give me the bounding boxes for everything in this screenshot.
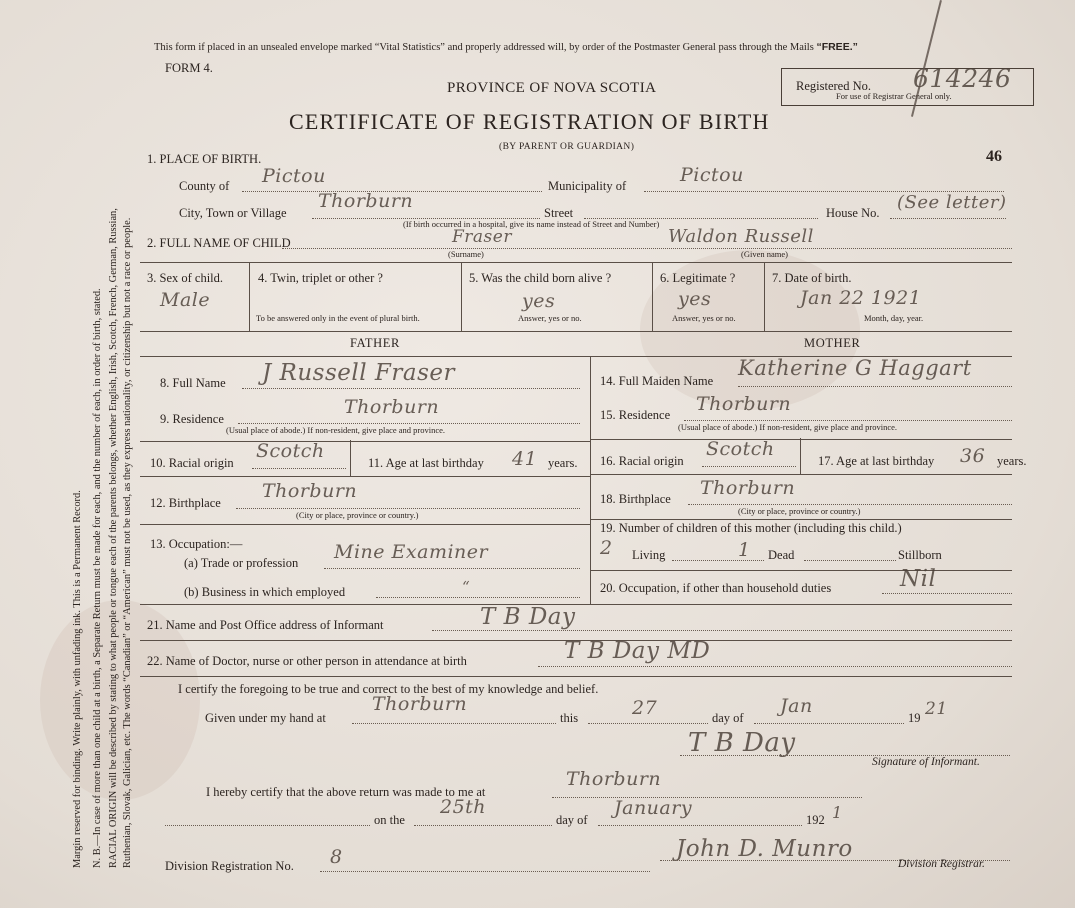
mother-age-label: 17. Age at last birthday bbox=[818, 454, 935, 468]
mother-name-value: Katherine G Haggart bbox=[738, 356, 972, 380]
stillborn-line bbox=[804, 560, 896, 561]
city-value: Thorburn bbox=[318, 190, 414, 212]
sex-value: Male bbox=[160, 289, 211, 311]
doctor-value: T B Day MD bbox=[564, 638, 711, 664]
margin-note-multiple-births: N. B.—In case of more than one child at a birth, a Separate Return must be made for each, and the number of each, in order of birth, stated. bbox=[92, 288, 103, 868]
dob-value: Jan 22 1921 bbox=[800, 287, 922, 309]
province-heading: PROVINCE OF NOVA SCOTIA bbox=[447, 80, 657, 96]
informant-value: T B Day bbox=[480, 604, 576, 630]
on-the-label: on the bbox=[374, 813, 405, 827]
mother-residence-label: 15. Residence bbox=[600, 408, 671, 422]
dob-label: 7. Date of birth. bbox=[772, 271, 852, 285]
margin-note-racial-origin: RACIAL ORIGIN will be described by stating to what people or tongue each of the parents belongs, whether English, Irish, Scotch, French, German, Russian, bbox=[108, 208, 119, 868]
day-of-label: day of bbox=[712, 711, 744, 725]
date-lead-line bbox=[165, 825, 370, 826]
month-line bbox=[754, 723, 904, 724]
child-surname: Fraser bbox=[452, 227, 512, 247]
division-label: Division Registration No. bbox=[165, 859, 294, 873]
child-given-name: Waldon Russell bbox=[668, 226, 814, 247]
divider bbox=[652, 262, 653, 331]
registrar-year-prefix: 192 bbox=[806, 813, 825, 827]
born-alive-note: Answer, yes or no. bbox=[518, 313, 582, 323]
county-label: County of bbox=[179, 179, 230, 193]
mother-birthplace-line bbox=[688, 504, 1012, 505]
form-number: FORM 4. bbox=[165, 61, 213, 75]
month-value: Jan bbox=[780, 695, 813, 717]
father-age-value: 41 bbox=[512, 448, 538, 470]
municipality-value: Pictou bbox=[680, 164, 744, 186]
divider bbox=[461, 262, 462, 331]
house-label: House No. bbox=[826, 206, 880, 220]
business-label: (b) Business in which employed bbox=[184, 585, 346, 599]
registrar-month-line bbox=[598, 825, 802, 826]
father-age-label: 11. Age at last birthday bbox=[368, 456, 484, 470]
children-count-label: 19. Number of children of this mother (including this child.) bbox=[600, 521, 902, 535]
dead-value: 1 bbox=[738, 539, 751, 561]
rule bbox=[590, 519, 1012, 520]
parents-divider bbox=[590, 356, 591, 604]
father-years: years. bbox=[548, 456, 578, 470]
registered-label: Registered No. bbox=[796, 79, 871, 93]
stillborn-label: Stillborn bbox=[898, 548, 942, 562]
legitimate-value: yes bbox=[678, 288, 712, 310]
registrar-statement: I hereby certify that the above return was made to me at bbox=[206, 785, 486, 799]
rule bbox=[590, 570, 1012, 571]
registrar-day: 25th bbox=[440, 796, 487, 818]
signature-label: Signature of Informant. bbox=[872, 756, 980, 768]
child-name-line bbox=[282, 248, 1012, 249]
row3-top-rule bbox=[140, 262, 1012, 263]
this-label: this bbox=[560, 711, 579, 725]
twin-label: 4. Twin, triplet or other ? bbox=[258, 271, 383, 285]
father-birthplace-note: (City or place, province or country.) bbox=[296, 510, 419, 520]
rule bbox=[140, 676, 1012, 677]
legitimate-label: 6. Legitimate ? bbox=[660, 271, 736, 285]
father-racial-label: 10. Racial origin bbox=[150, 456, 234, 470]
given-place: Thorburn bbox=[372, 693, 468, 715]
house-value: (See letter) bbox=[897, 192, 1007, 213]
certificate-title: CERTIFICATE OF REGISTRATION OF BIRTH bbox=[289, 109, 770, 134]
certify-statement: I certify the foregoing to be true and correct to the best of my knowledge and belief. bbox=[178, 682, 599, 696]
registrar-month: January bbox=[614, 797, 693, 819]
certificate-subtitle: (BY PARENT OR GUARDIAN) bbox=[499, 142, 635, 152]
trade-label: (a) Trade or profession bbox=[184, 556, 299, 570]
business-value: “ bbox=[462, 578, 471, 596]
mother-racial-label: 16. Racial origin bbox=[600, 454, 684, 468]
mother-birthplace-label: 18. Birthplace bbox=[600, 492, 671, 506]
this-day: 27 bbox=[632, 697, 658, 719]
doctor-label: 22. Name of Doctor, nurse or other person in attendance at birth bbox=[147, 654, 467, 668]
registrar-label: Division Registrar. bbox=[898, 858, 985, 870]
informant-signature: T B Day bbox=[688, 728, 796, 758]
county-value: Pictou bbox=[262, 165, 326, 187]
registrar-day-of-label: day of bbox=[556, 813, 588, 827]
mother-residence-line bbox=[684, 420, 1012, 421]
postal-note: This form if placed in an unsealed envelope marked “Vital Statistics” and properly addressed will, by order of the Postmaster General pass through the Mails “FREE.” bbox=[154, 41, 858, 53]
registrar-use-note: For use of Registrar General only. bbox=[836, 91, 952, 101]
father-abode-note: (Usual place of abode.) If non-resident, give place and province. bbox=[226, 425, 446, 435]
mother-racial-line bbox=[702, 466, 796, 467]
municipality-label: Municipality of bbox=[548, 179, 627, 193]
margin-note-racial-origin-cont: Ruthenian, Slovak, Galician, etc. The words “Canadian” or “American” must not be used, as they express nationality, or citizenship but not a race or people. bbox=[122, 217, 133, 868]
given-place-line bbox=[352, 723, 556, 724]
father-racial-value: Scotch bbox=[256, 440, 325, 462]
mother-birthplace-note: (City or place, province or country.) bbox=[738, 506, 861, 516]
father-name-value: J Russell Fraser bbox=[262, 360, 455, 386]
rule bbox=[140, 441, 590, 442]
mother-birthplace-value: Thorburn bbox=[700, 477, 796, 499]
mother-name-line bbox=[738, 386, 1012, 387]
father-residence-value: Thorburn bbox=[344, 396, 440, 418]
living-label: Living bbox=[632, 548, 666, 562]
margin-note-binding: Margin reserved for binding. Write plainly, with unfading ink. This is a Permanent Record. bbox=[72, 490, 83, 868]
business-line bbox=[376, 597, 580, 598]
father-residence-line bbox=[238, 423, 580, 424]
division-line bbox=[320, 871, 650, 872]
city-label: City, Town or Village bbox=[179, 206, 287, 220]
registrar-day-line bbox=[414, 825, 552, 826]
street-label: Street bbox=[544, 206, 574, 220]
father-birthplace-label: 12. Birthplace bbox=[150, 496, 221, 510]
division-value: 8 bbox=[330, 846, 343, 868]
child-name-label: 2. FULL NAME OF CHILD bbox=[147, 236, 291, 250]
rule bbox=[140, 476, 590, 477]
given-label: Given under my hand at bbox=[205, 711, 326, 725]
rule bbox=[590, 439, 1012, 440]
year-suffix: 21 bbox=[925, 699, 948, 719]
row3-bottom-rule bbox=[140, 331, 1012, 332]
informant-label: 21. Name and Post Office address of Informant bbox=[147, 618, 384, 632]
rule bbox=[140, 604, 1012, 605]
born-alive-label: 5. Was the child born alive ? bbox=[469, 271, 612, 285]
registrar-signature: John D. Munro bbox=[676, 836, 853, 862]
mother-age-value: 36 bbox=[960, 445, 986, 467]
legitimate-note: Answer, yes or no. bbox=[672, 313, 736, 323]
mother-occupation-label: 20. Occupation, if other than household duties bbox=[600, 581, 832, 595]
place-of-birth-label: 1. PLACE OF BIRTH. bbox=[147, 152, 262, 166]
doctor-line bbox=[538, 666, 1012, 667]
mother-name-label: 14. Full Maiden Name bbox=[600, 374, 714, 388]
father-name-line bbox=[242, 388, 580, 389]
divider bbox=[350, 440, 351, 476]
mother-abode-note: (Usual place of abode.) If non-resident, give place and province. bbox=[678, 422, 898, 432]
street-note: (If birth occurred in a hospital, give its name instead of Street and Number) bbox=[403, 219, 660, 229]
surname-note: (Surname) bbox=[448, 249, 484, 259]
registrar-place-line bbox=[552, 797, 862, 798]
year-prefix: 19 bbox=[908, 711, 921, 725]
mother-racial-value: Scotch bbox=[706, 438, 775, 460]
registrar-year-suffix: 1 bbox=[832, 803, 843, 822]
twin-note: To be answered only in the event of plural birth. bbox=[256, 313, 420, 323]
father-racial-line bbox=[252, 468, 346, 469]
father-birthplace-line bbox=[236, 508, 580, 509]
father-heading: FATHER bbox=[350, 336, 400, 350]
trade-line bbox=[324, 568, 580, 569]
mother-years: years. bbox=[997, 454, 1027, 468]
divider bbox=[800, 438, 801, 474]
mother-occupation-value: Nil bbox=[900, 566, 937, 592]
house-line bbox=[890, 218, 1006, 219]
rule bbox=[140, 524, 590, 525]
registered-number: 614246 bbox=[913, 64, 1012, 93]
dob-note: Month, day, year. bbox=[864, 313, 924, 323]
dead-label: Dead bbox=[768, 548, 795, 562]
divider bbox=[764, 262, 765, 331]
father-birthplace-value: Thorburn bbox=[262, 480, 358, 502]
father-name-label: 8. Full Name bbox=[160, 376, 226, 390]
mother-occupation-line bbox=[882, 593, 1012, 594]
sex-label: 3. Sex of child. bbox=[147, 271, 224, 285]
mother-heading: MOTHER bbox=[804, 336, 861, 350]
registrar-place: Thorburn bbox=[566, 768, 662, 790]
given-name-note: (Given name) bbox=[741, 249, 788, 259]
corner-number: 46 bbox=[986, 148, 1002, 165]
born-alive-value: yes bbox=[522, 290, 556, 312]
informant-line bbox=[432, 630, 1012, 631]
father-residence-label: 9. Residence bbox=[160, 412, 224, 426]
divider bbox=[249, 262, 250, 331]
mother-residence-value: Thorburn bbox=[696, 393, 792, 415]
rule bbox=[590, 474, 1012, 475]
trade-value: Mine Examiner bbox=[334, 541, 489, 563]
this-day-line bbox=[588, 723, 708, 724]
father-occupation-label: 13. Occupation:— bbox=[150, 537, 243, 551]
living-value: 2 bbox=[600, 537, 613, 559]
